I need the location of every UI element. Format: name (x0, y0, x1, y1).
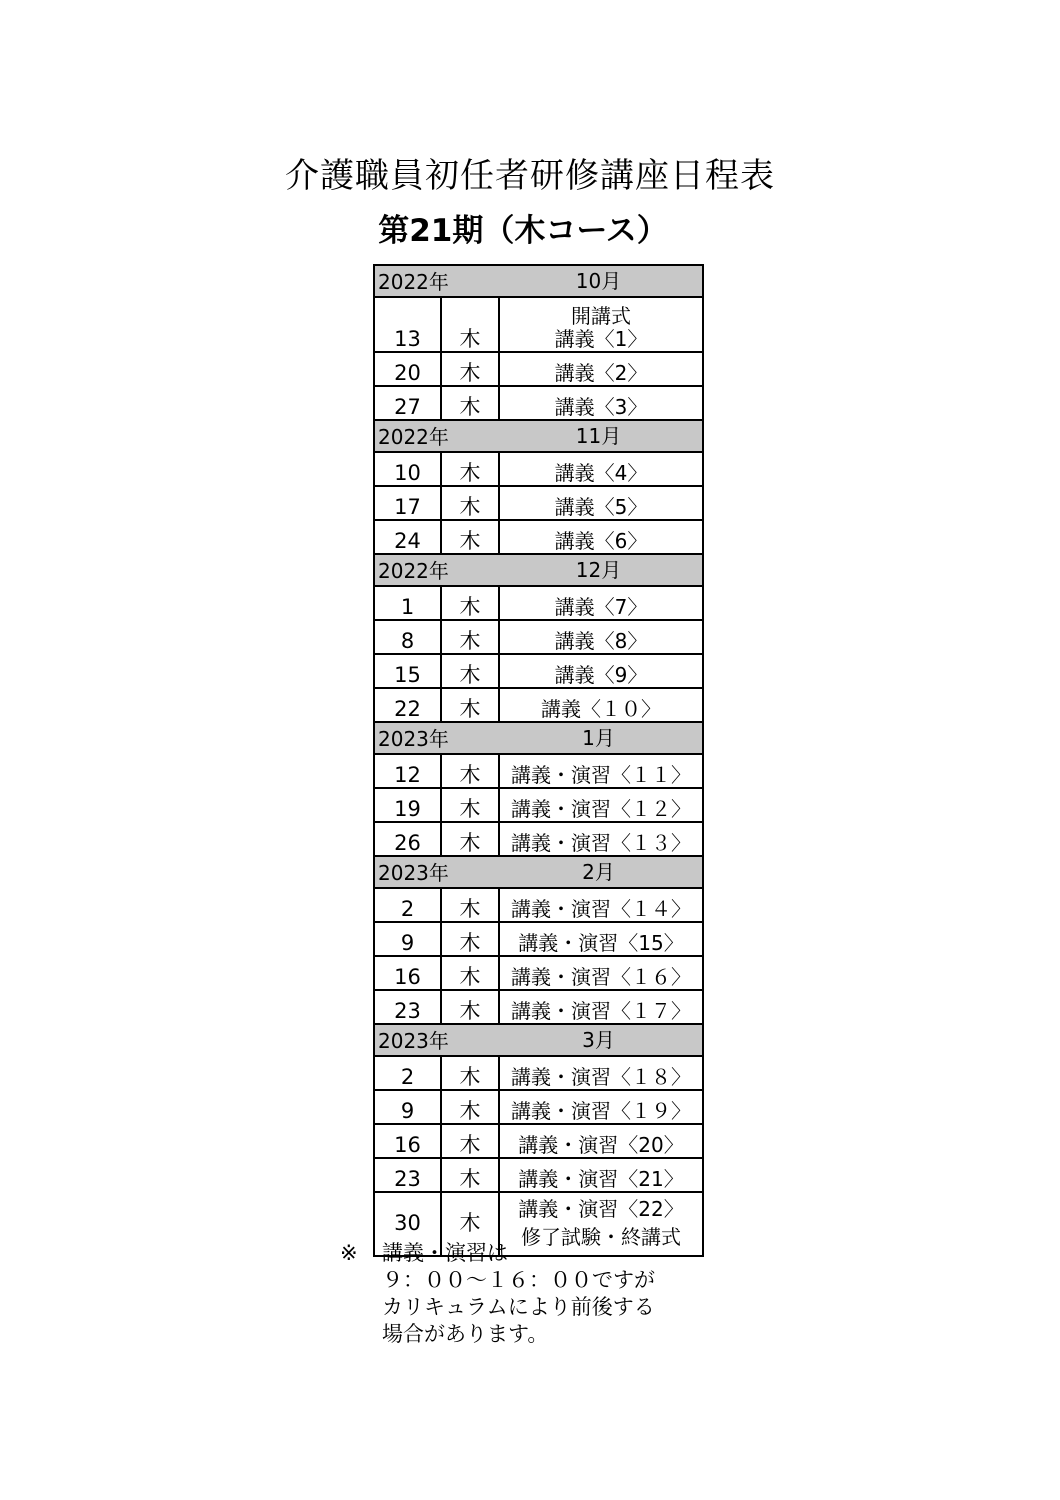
month-header (374, 420, 703, 452)
lecture-line: 講義〈8〉 (554, 629, 648, 653)
day-cell: 10 (374, 452, 441, 486)
day-cell: 12 (374, 754, 441, 788)
table-row (374, 1124, 703, 1158)
lecture-cell (499, 352, 703, 386)
month-header-year: 2022年 (378, 559, 449, 583)
month-header-row (374, 265, 703, 297)
weekday-cell: 木 (441, 654, 499, 688)
lecture-cell (499, 688, 703, 722)
lecture-line: 講義〈1〉 (554, 327, 648, 351)
table-row (374, 386, 703, 420)
table-row (374, 990, 703, 1024)
lecture-line: 講義・演習〈１６〉 (511, 965, 691, 989)
lecture-cell (499, 956, 703, 990)
day-cell: 24 (374, 520, 441, 554)
weekday-cell: 木 (441, 956, 499, 990)
day-cell: 23 (374, 990, 441, 1024)
lecture-line: 講義・演習〈１７〉 (511, 999, 691, 1023)
month-header-row (374, 420, 703, 452)
table-row (374, 1158, 703, 1192)
month-header-year: 2022年 (378, 425, 449, 449)
lecture-line: 講義・演習〈21〉 (518, 1167, 684, 1191)
day-cell: 8 (374, 620, 441, 654)
lecture-cell (499, 754, 703, 788)
month-header-month: 3月 (582, 1027, 615, 1052)
month-header-year: 2023年 (378, 1029, 449, 1053)
weekday-cell: 木 (441, 922, 499, 956)
month-header-month: 2月 (582, 859, 615, 884)
weekday-cell: 木 (441, 452, 499, 486)
weekday-cell: 木 (441, 822, 499, 856)
table-row (374, 352, 703, 386)
note-mark: ※ (340, 1241, 358, 1265)
lecture-cell (499, 822, 703, 856)
lecture-cell (499, 586, 703, 620)
month-header-month: 12月 (575, 557, 622, 582)
day-cell: 20 (374, 352, 441, 386)
lecture-line: 講義・演習〈１２〉 (511, 797, 691, 821)
month-header-row (374, 1024, 703, 1056)
lecture-cell (499, 1090, 703, 1124)
table-row (374, 452, 703, 486)
table-row (374, 1090, 703, 1124)
weekday-cell: 木 (441, 486, 499, 520)
table-row (374, 922, 703, 956)
lecture-line: 講義・演習〈１４〉 (511, 897, 691, 921)
month-header-year: 2023年 (378, 861, 449, 885)
lecture-cell (499, 620, 703, 654)
month-header-row (374, 554, 703, 586)
weekday-cell: 木 (441, 1158, 499, 1192)
lecture-cell (499, 452, 703, 486)
lecture-cell (499, 1056, 703, 1090)
lecture-line: 講義〈5〉 (554, 495, 648, 519)
lecture-line: 講義〈7〉 (554, 595, 648, 619)
month-header (374, 1024, 703, 1056)
lecture-line: 講義・演習〈15〉 (518, 931, 684, 955)
month-header-year: 2023年 (378, 727, 449, 751)
lecture-cell (499, 520, 703, 554)
table-row (374, 654, 703, 688)
day-cell: 26 (374, 822, 441, 856)
lecture-line: 講義・演習〈１８〉 (511, 1065, 691, 1089)
lecture-line: 講義〈9〉 (554, 663, 648, 687)
weekday-cell: 木 (441, 1090, 499, 1124)
note-line: ９：００～１６：００ですが (382, 1268, 655, 1292)
weekday-cell: 木 (441, 620, 499, 654)
month-header-month: 11月 (575, 423, 622, 448)
lecture-line: 講義〈１０〉 (541, 697, 661, 721)
day-cell: 9 (374, 1090, 441, 1124)
weekday-cell: 木 (441, 888, 499, 922)
weekday-cell: 木 (441, 297, 499, 352)
lecture-cell (499, 1158, 703, 1192)
lecture-line: 講義・演習〈20〉 (518, 1133, 684, 1157)
table-row (374, 956, 703, 990)
lecture-line: 講義〈2〉 (554, 361, 648, 385)
lecture-cell (499, 788, 703, 822)
lecture-cell (499, 922, 703, 956)
day-cell: 16 (374, 1124, 441, 1158)
table-row (374, 788, 703, 822)
table-row (374, 1056, 703, 1090)
schedule-note (340, 1240, 655, 1348)
table-row (374, 297, 703, 352)
page-title: 介護職員初任者研修講座日程表 (285, 156, 775, 196)
lecture-cell (499, 990, 703, 1024)
day-cell: 1 (374, 586, 441, 620)
month-header (374, 554, 703, 586)
lecture-line: 開講式 (571, 304, 631, 328)
weekday-cell: 木 (441, 520, 499, 554)
weekday-cell: 木 (441, 990, 499, 1024)
day-cell: 19 (374, 788, 441, 822)
table-row (374, 754, 703, 788)
table-row (374, 486, 703, 520)
table-row (374, 586, 703, 620)
day-cell: 13 (374, 297, 441, 352)
weekday-cell: 木 (441, 788, 499, 822)
month-header-row (374, 856, 703, 888)
lecture-line: 講義〈4〉 (554, 461, 648, 485)
weekday-cell: 木 (441, 1192, 499, 1256)
lecture-cell (499, 297, 703, 352)
lecture-line: 講義・演習〈22〉 (518, 1197, 684, 1221)
lecture-cell (499, 386, 703, 420)
day-cell: 16 (374, 956, 441, 990)
table-row (374, 822, 703, 856)
month-header-row (374, 722, 703, 754)
lecture-cell (499, 654, 703, 688)
day-cell: 30 (374, 1192, 441, 1256)
day-cell: 2 (374, 888, 441, 922)
lecture-line: 修了試験・終講式 (521, 1225, 681, 1249)
schedule-table (373, 264, 704, 1257)
lecture-cell (499, 888, 703, 922)
day-cell: 9 (374, 922, 441, 956)
month-header-month: 10月 (575, 268, 622, 293)
day-cell: 15 (374, 654, 441, 688)
weekday-cell: 木 (441, 1124, 499, 1158)
lecture-line: 講義・演習〈１９〉 (511, 1099, 691, 1123)
note-lines (382, 1240, 655, 1348)
lecture-cell (499, 486, 703, 520)
lecture-line: 講義〈6〉 (554, 529, 648, 553)
weekday-cell: 木 (441, 688, 499, 722)
lecture-line: 講義・演習〈１３〉 (511, 831, 691, 855)
day-cell: 2 (374, 1056, 441, 1090)
table-row (374, 688, 703, 722)
month-header (374, 265, 703, 297)
note-line: カリキュラムにより前後する (382, 1295, 655, 1319)
table-row (374, 620, 703, 654)
weekday-cell: 木 (441, 386, 499, 420)
month-header (374, 722, 703, 754)
day-cell: 17 (374, 486, 441, 520)
lecture-cell (499, 1124, 703, 1158)
table-row (374, 888, 703, 922)
lecture-line: 講義〈3〉 (554, 395, 648, 419)
month-header (374, 856, 703, 888)
weekday-cell: 木 (441, 586, 499, 620)
month-header-year: 2022年 (378, 270, 449, 294)
day-cell: 22 (374, 688, 441, 722)
day-cell: 23 (374, 1158, 441, 1192)
weekday-cell: 木 (441, 754, 499, 788)
note-line: 場合があります。 (382, 1322, 549, 1346)
lecture-line: 講義・演習〈１１〉 (511, 763, 691, 787)
day-cell: 27 (374, 386, 441, 420)
note-line: 講義・演習は (382, 1241, 508, 1265)
page-subtitle: 第21期（木コース） (378, 213, 668, 249)
weekday-cell: 木 (441, 352, 499, 386)
weekday-cell: 木 (441, 1056, 499, 1090)
table-row (374, 520, 703, 554)
month-header-month: 1月 (582, 725, 615, 750)
